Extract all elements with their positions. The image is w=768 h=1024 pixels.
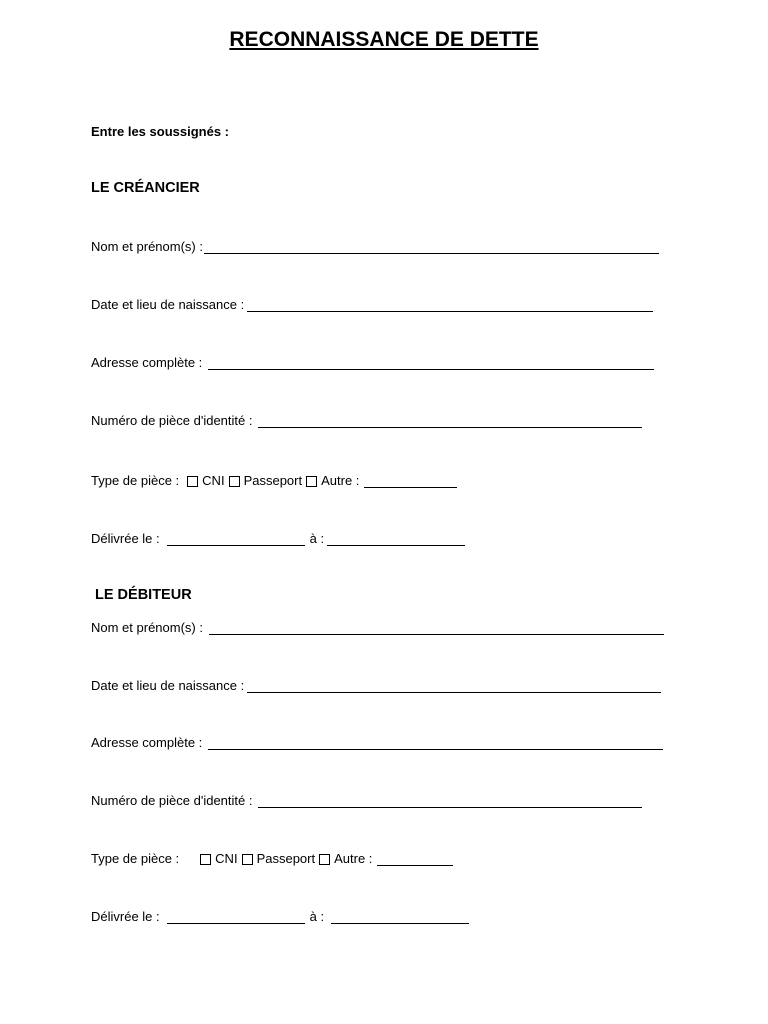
creancier-delivree-label: Délivrée le :: [91, 531, 160, 546]
creancier-naissance-row: [91, 297, 653, 312]
debiteur-nom-row: [91, 620, 664, 635]
debiteur-heading: LE DÉBITEUR: [95, 587, 192, 603]
debiteur-autre-field[interactable]: [377, 854, 453, 866]
intro-text: Entre les soussignés :: [91, 124, 229, 139]
creancier-nom-field[interactable]: [204, 242, 659, 254]
creancier-a-label: à :: [309, 531, 325, 546]
debiteur-type-row: [91, 851, 453, 866]
debiteur-delivree-row: [91, 909, 469, 924]
debiteur-type-label: Type de pièce :: [91, 851, 180, 866]
debiteur-naissance-row: [91, 678, 661, 693]
debiteur-naissance-field[interactable]: [247, 681, 661, 693]
creancier-delivree-row: [91, 531, 465, 546]
creancier-type-label: Type de pièce :: [91, 473, 180, 488]
debiteur-nom-label: Nom et prénom(s) :: [91, 620, 203, 635]
debiteur-cni-checkbox[interactable]: [200, 854, 211, 865]
creancier-nom-row: [91, 239, 659, 254]
creancier-piece-num-label: Numéro de pièce d'identité :: [91, 413, 253, 428]
debiteur-a-label: à :: [309, 909, 325, 924]
creancier-adresse-label: Adresse complète :: [91, 355, 203, 370]
creancier-type-row: [91, 473, 457, 488]
debiteur-delivree-date-field[interactable]: [167, 912, 305, 924]
creancier-lieu-field[interactable]: [327, 534, 465, 546]
debiteur-piece-num-label: Numéro de pièce d'identité :: [91, 793, 253, 808]
creancier-heading: LE CRÉANCIER: [91, 180, 200, 196]
creancier-cni-checkbox[interactable]: [187, 476, 198, 487]
debiteur-autre-checkbox[interactable]: [319, 854, 330, 865]
creancier-autre-field[interactable]: [364, 476, 457, 488]
debiteur-adresse-field[interactable]: [208, 738, 663, 750]
creancier-passeport-label: Passeport: [243, 473, 303, 488]
debiteur-naissance-label: Date et lieu de naissance :: [91, 678, 245, 693]
creancier-passeport-checkbox[interactable]: [229, 476, 240, 487]
creancier-autre-checkbox[interactable]: [306, 476, 317, 487]
creancier-naissance-label: Date et lieu de naissance :: [91, 297, 245, 312]
debiteur-lieu-field[interactable]: [331, 912, 469, 924]
creancier-delivree-date-field[interactable]: [167, 534, 305, 546]
creancier-adresse-row: [91, 355, 654, 370]
creancier-autre-label: Autre :: [321, 473, 360, 488]
debiteur-adresse-row: [91, 735, 663, 750]
debiteur-piece-num-row: [91, 793, 642, 808]
document-title: RECONNAISSANCE DE DETTE: [229, 28, 539, 51]
debiteur-autre-label: Autre :: [334, 851, 373, 866]
creancier-adresse-field[interactable]: [208, 358, 654, 370]
creancier-piece-num-field[interactable]: [258, 416, 642, 428]
debiteur-adresse-label: Adresse complète :: [91, 735, 203, 750]
debiteur-nom-field[interactable]: [209, 623, 664, 635]
creancier-nom-label: Nom et prénom(s) :: [91, 239, 203, 254]
debiteur-passeport-checkbox[interactable]: [242, 854, 253, 865]
creancier-naissance-field[interactable]: [247, 300, 653, 312]
debiteur-delivree-label: Délivrée le :: [91, 909, 160, 924]
debiteur-cni-label: CNI: [215, 851, 238, 866]
creancier-piece-num-row: [91, 413, 642, 428]
debiteur-piece-num-field[interactable]: [258, 796, 642, 808]
debiteur-passeport-label: Passeport: [256, 851, 316, 866]
creancier-cni-label: CNI: [202, 473, 225, 488]
